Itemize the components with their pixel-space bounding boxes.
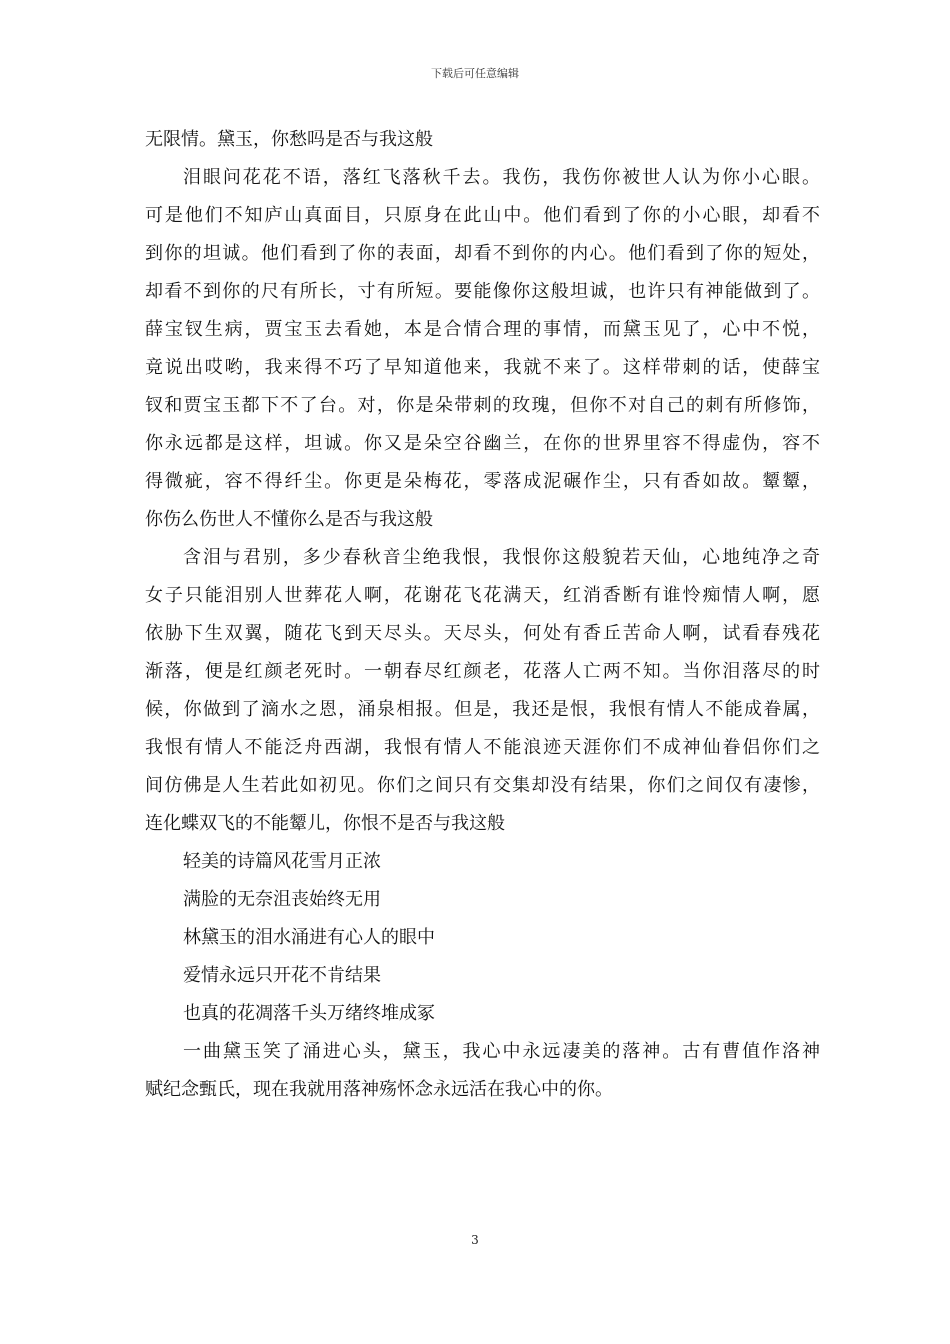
poem-line: 也真的花凋落千头万绪终堆成冢	[183, 1003, 435, 1024]
paragraph-line: 赋纪念甄氏，现在我就用落神殇怀念永远活在我心中的你。	[145, 1079, 613, 1100]
poem-line: 满脸的无奈沮丧始终无用	[183, 889, 381, 910]
page-number: 3	[471, 1233, 479, 1247]
page-header: 下载后可任意编辑	[431, 67, 519, 80]
paragraph-line: 连化蝶双飞的不能颦儿，你恨不是否与我这般	[145, 813, 505, 834]
paragraph-line: 渐落，便是红颜老死时。一朝春尽红颜老，花落人亡两不知。当你泪落尽的时	[145, 661, 820, 682]
paragraph-line: 无限情。黛玉，你愁吗是否与我这般	[145, 129, 433, 150]
paragraph-line: 你永远都是这样，坦诚。你又是朵空谷幽兰，在你的世界里容不得虚伪，容不	[145, 433, 820, 454]
paragraph-line: 泪眼问花花不语，落红飞落秋千去。我伤，我伤你被世人认为你小心眼。	[183, 167, 820, 188]
poem-line: 轻美的诗篇风花雪月正浓	[183, 851, 381, 872]
paragraph-line: 含泪与君别，多少春秋音尘绝我恨，我恨你这般貌若天仙，心地纯净之奇	[183, 547, 820, 568]
poem-line: 林黛玉的泪水涌进有心人的眼中	[183, 927, 435, 948]
document-body	[145, 121, 820, 1109]
paragraph-line: 依胁下生双翼，随花飞到天尽头。天尽头，何处有香丘苦命人啊，试看春残花	[145, 623, 820, 644]
paragraph-line: 你伤么伤世人不懂你么是否与我这般	[145, 509, 433, 530]
paragraph-line: 候，你做到了滴水之恩，涌泉相报。但是，我还是恨，我恨有情人不能成眷属，	[145, 699, 820, 720]
paragraph-line: 钗和贾宝玉都下不了台。对，你是朵带刺的玫瑰，但你不对自己的刺有所修饰，	[145, 395, 820, 416]
paragraph-line: 到你的坦诚。他们看到了你的表面，却看不到你的内心。他们看到了你的短处，	[145, 243, 820, 264]
paragraph-line: 却看不到你的尺有所长，寸有所短。要能像你这般坦诚，也许只有神能做到了。	[145, 281, 820, 302]
paragraph-line: 我恨有情人不能泛舟西湖，我恨有情人不能浪迹天涯你们不成神仙眷侣你们之	[145, 737, 820, 758]
paragraph-line: 得微疵，容不得纤尘。你更是朵梅花，零落成泥碾作尘，只有香如故。颦颦，	[145, 471, 820, 492]
paragraph-line: 可是他们不知庐山真面目，只原身在此山中。他们看到了你的小心眼，却看不	[145, 205, 820, 226]
poem-line: 爱情永远只开花不肯结果	[183, 965, 381, 986]
paragraph-line: 女子只能泪别人世葬花人啊，花谢花飞花满天，红消香断有谁怜痴情人啊，愿	[145, 585, 820, 606]
paragraph-line: 一曲黛玉笑了涌进心头，黛玉，我心中永远凄美的落神。古有曹值作洛神	[183, 1041, 820, 1062]
paragraph-line: 竟说出哎哟，我来得不巧了早知道他来，我就不来了。这样带刺的话，使薛宝	[145, 357, 820, 378]
paragraph-line: 间仿佛是人生若此如初见。你们之间只有交集却没有结果，你们之间仅有凄惨，	[145, 775, 820, 796]
paragraph-line: 薛宝钗生病，贾宝玉去看她，本是合情合理的事情，而黛玉见了，心中不悦，	[145, 319, 820, 340]
